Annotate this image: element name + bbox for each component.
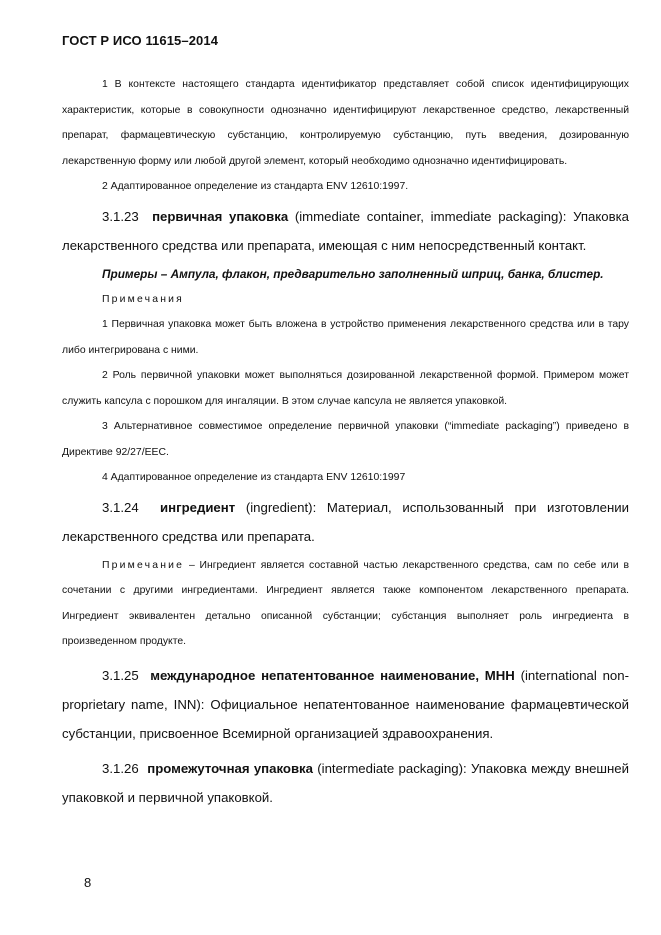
definition-number: 3.1.24	[102, 499, 139, 515]
definition-text: (immediate container, immediate packaging): Упаковка лекарственного средства или препарата, имеющая с ним непосредственный контакт.	[62, 208, 629, 253]
note-identifier: 1 В контексте настоящего стандарта идентификатор представляет собой список идентифицирующих характеристик, которые в совокупности однозначно идентифицируют лекарственное средство, лекарственный препарат, фармацевтическую субстанцию, контролируемую субстанцию, путь введения, дозированную лекарственную форму или любой другой элемент, который необходимо однозначно идентифицировать.	[62, 79, 629, 167]
definition-3-1-24	[62, 493, 629, 551]
definition-text: (ingredient): Материал, использованный при изготовлении лекарственного средства или препарата.	[62, 499, 630, 544]
definition-term: первичная упаковка	[152, 208, 289, 224]
definition-3-1-23	[62, 202, 629, 260]
document-header: ГОСТ Р ИСО 11615–2014	[62, 33, 219, 48]
note-3-1-24	[62, 553, 629, 655]
examples-line: Примеры – Ампула, флакон, предварительно заполненный шприц, банка, блистер.	[102, 266, 604, 281]
note-3: 3 Альтернативное совместимое определение первичной упаковки (“immediate packaging”) приведено в Директиве 92/27/ЕЕС.	[62, 421, 629, 458]
definition-text: (intermediate packaging): Упаковка между внешней упаковкой и первичной упаковкой.	[62, 760, 629, 805]
note-text: – Ингредиент является составной частью лекарственного средства, сам по себе или в сочетании с другими ингредиентами. Ингредиент является также компонентом лекарственного препарата. Ингредиент эквивалентен детально описанной субстанции; субстанция выполняет роль ингредиента в произведенном продукте.	[62, 559, 629, 647]
definition-3-1-25	[62, 661, 629, 748]
definition-term: промежуточная упаковка	[147, 760, 313, 776]
definition-term: международное непатентованное наименование, МНН	[150, 667, 515, 683]
page-number: 8	[84, 875, 92, 890]
page-content	[62, 72, 629, 812]
definition-text: (international non-proprietary name, INN): Официальное непатентованное наименование фармацевтической субстанции, присвоенное Всемирной организацией здравоохранения.	[62, 667, 629, 741]
note-4: 4 Адаптированное определение из стандарта ENV 12610:1997	[102, 472, 406, 483]
definition-number: 3.1.23	[102, 208, 139, 224]
definition-term: ингредиент	[160, 499, 236, 515]
note-adapted-definition: 2 Адаптированное определение из стандарта ENV 12610:1997.	[102, 181, 409, 192]
notes-heading: Примечания	[102, 293, 184, 305]
note-2: 2 Роль первичной упаковки может выполняться дозированной лекарственной формой. Примером может служить капсула с порошком для ингаляции. В этом случае капсула не является упаковкой.	[62, 370, 629, 407]
note-1: 1 Первичная упаковка может быть вложена в устройство применения лекарственного средства или в тару либо интегрирована с ними.	[62, 319, 629, 356]
definition-3-1-26	[62, 754, 629, 812]
definition-number: 3.1.26	[102, 760, 139, 776]
definition-number: 3.1.25	[102, 667, 139, 683]
note-label: Примечание	[102, 559, 185, 571]
